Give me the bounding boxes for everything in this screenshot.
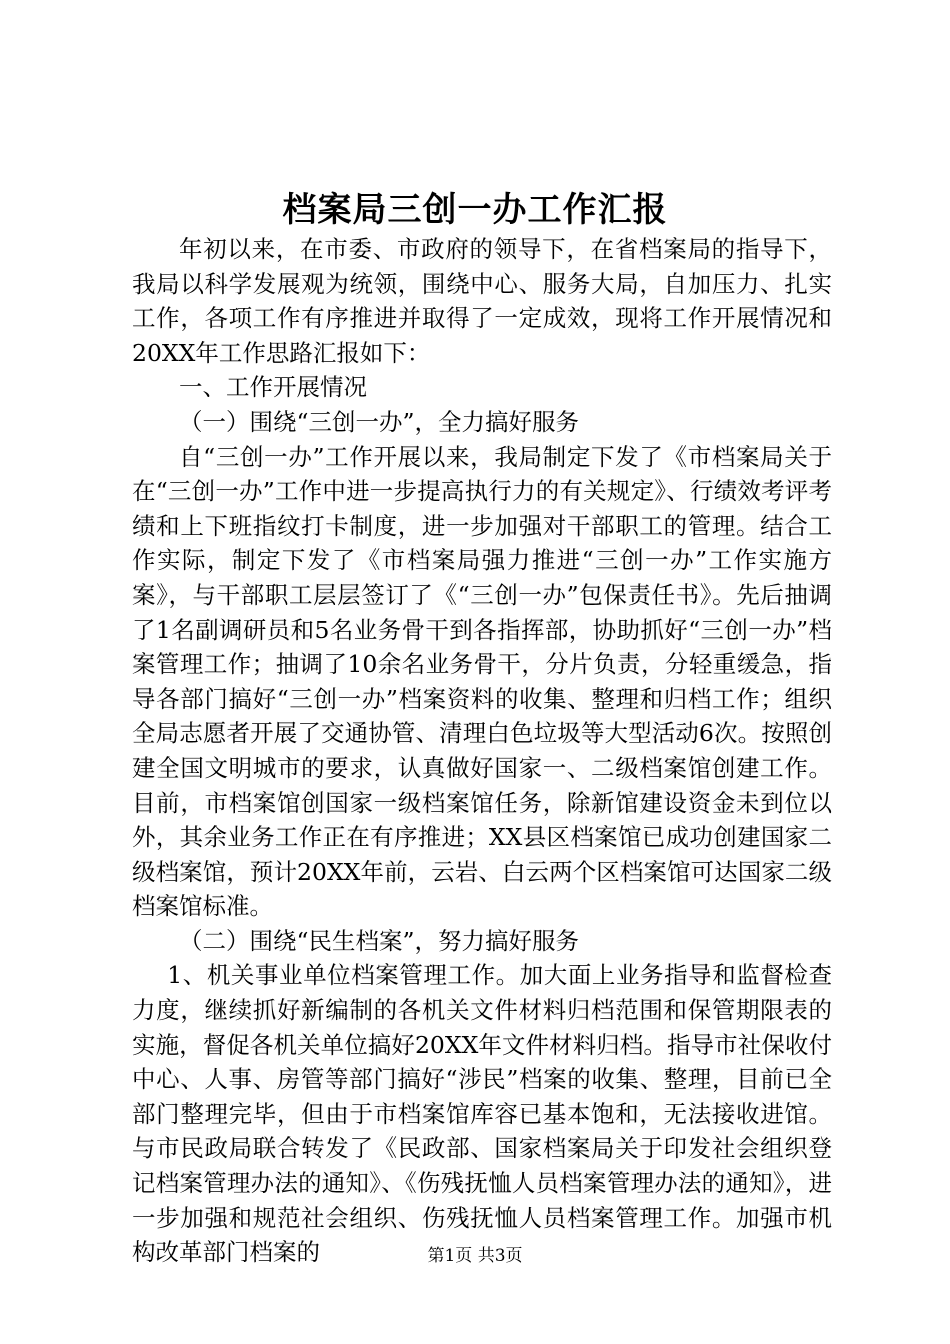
subsection-heading: （二）围绕“民生档案”，努力搞好服务 (179, 926, 580, 955)
document-title: 档案局三创一办工作汇报 (282, 190, 668, 230)
section-heading: 一、工作开展情况 (179, 373, 367, 402)
body-paragraph: 1、机关事业单位档案管理工作。加大面上业务指导和监督检查力度，继续抓好新编制的各机关文件材料归档范围和保管期限表的实施，督促各机关单位搞好20XX年文件材料归档。指导市社保收付中心、人事、房管等部门搞好“涉民”档案的收集、整理，目前已全部门整理完毕，但由于市档案馆库容已基本饱和，无法接收进馆。与市民政局联合转发了《民政部、国家档案局关于印发社会组织登记档案管理办法的通知》、《伤残抚恤人员档案管理办法的通知》，进一步加强和规范社会组织、伤残抚恤人员档案管理工作。加强市机构改革部门档案的 (132, 961, 832, 1267)
intro-paragraph: 年初以来，在市委、市政府的领导下，在省档案局的指导下，我局以科学发展观为统领，围绕中心、服务大局，自加压力、扎实工作，各项工作有序推进并取得了一定成效，现将工作开展情况和20XX年工作思路汇报如下： (132, 235, 832, 367)
document-body (132, 232, 832, 1270)
page-footer: 第1页 共3页 (427, 1246, 523, 1266)
body-paragraph: 自“三创一办”工作开展以来，我局制定下发了《市档案局关于在“三创一办”工作中进一步提高执行力的有关规定》、行绩效考评考绩和上下班指纹打卡制度，进一步加强对干部职工的管理。结合工作实际，制定下发了《市档案局强力推进“三创一办”工作实施方案》，与干部职工层层签订了《“三创一办”包保责任书》。先后抽调了1名副调研员和5名业务骨干到各指挥部，协助抓好“三创一办”档案管理工作；抽调了10余名业务骨干，分片负责，分轻重缓急，指导各部门搞好“三创一办”档案资料的收集、整理和归档工作；组织全局志愿者开展了交通协管、清理白色垃圾等大型活动6次。按照创建全国文明城市的要求，认真做好国家一、二级档案馆创建工作。目前，市档案馆创国家一级档案馆任务，除新馆建设资金未到位以外，其余业务工作正在有序推进；XX县区档案馆已成功创建国家二级档案馆，预计20XX年前，云岩、白云两个区档案馆可达国家二级档案馆标准。 (132, 442, 832, 921)
subsection-heading: （一）围绕“三创一办”，全力搞好服务 (179, 407, 580, 436)
